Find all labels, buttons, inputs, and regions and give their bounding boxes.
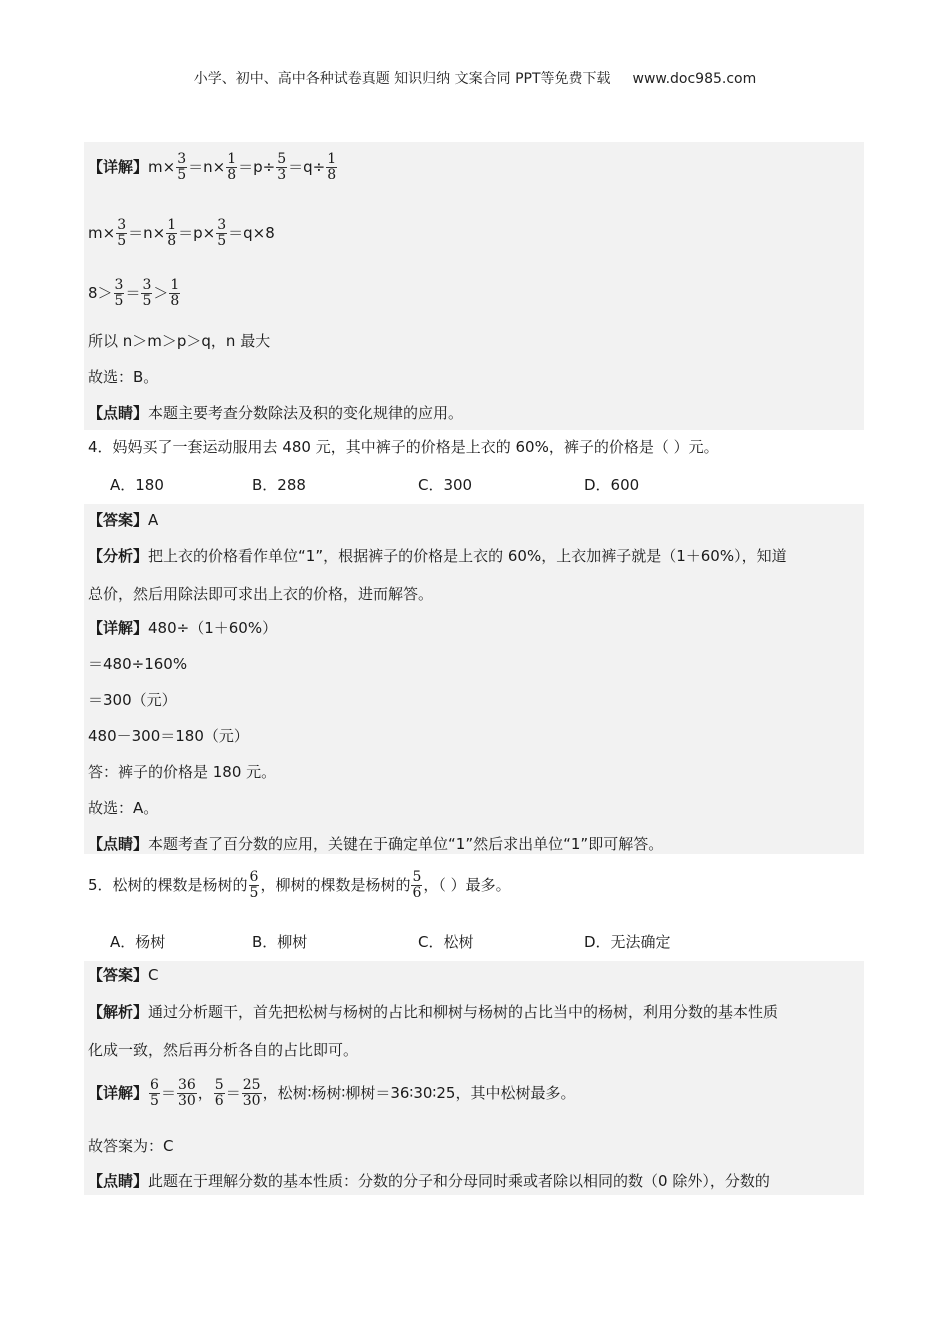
q3-review: 【点睛】本题主要考查分数除法及积的变化规律的应用。 [88, 404, 464, 422]
q4-option-b: B．288 [252, 476, 306, 494]
q4-analysis-line1: 【分析】把上衣的价格看作单位“1”，根据裤子的价格是上衣的 60%，上衣加裤子就是（1＋60%），知道 [88, 547, 787, 565]
fraction: $\frac{6}{5}$ [249, 869, 259, 901]
q5-option-d: D．无法确定 [584, 933, 671, 951]
detail-label: 【详解】 [88, 619, 149, 637]
review-label: 【点睛】 [88, 404, 149, 422]
review-label: 【点睛】 [88, 835, 149, 853]
q3-detail-eq1: 【详解】m× $\frac{3}{5}$ ＝n× $\frac{1}{8}$ ＝p÷ $\frac{5}{3}$ ＝q÷ $\frac{1}{8}$ [88, 151, 337, 183]
fraction: $\frac{5}{6}$ [412, 869, 422, 901]
fraction: $\frac{1}{8}$ [227, 151, 237, 183]
q5-final: 故答案为：C [88, 1137, 174, 1155]
q4-option-a: A．180 [110, 476, 164, 494]
q5-answer: 【答案】C [88, 966, 159, 984]
q5-option-a: A．杨树 [110, 933, 166, 951]
fraction: $\frac{5}{6}$ [214, 1077, 224, 1109]
answer-label: 【答案】 [88, 966, 149, 984]
fraction: $\frac{3}{5}$ [217, 217, 227, 249]
q3-detail-eq3: 8＞ $\frac{3}{5}$ ＝ $\frac{3}{5}$ ＞ $\frac{1}{8}$ [88, 277, 180, 309]
analysis-label: 【解析】 [88, 1003, 149, 1021]
q4-review: 【点睛】本题考查了百分数的应用，关键在于确定单位“1”然后求出单位“1”即可解答。 [88, 835, 664, 853]
q3-conclusion: 所以 n＞m＞p＞q，n 最大 [88, 332, 271, 350]
fraction: $\frac{1}{8}$ [170, 277, 180, 309]
q5-option-c: C．松树 [418, 933, 474, 951]
q3-detail-eq2: m× $\frac{3}{5}$ ＝n× $\frac{1}{8}$ ＝p× $\frac{3}{5}$ ＝q×8 [88, 217, 275, 249]
q3-solution-panel [84, 142, 864, 430]
q3-choice: 故选：B。 [88, 368, 159, 386]
header-url[interactable]: www.doc985.com [632, 71, 757, 87]
fraction: $\frac{1}{8}$ [327, 151, 337, 183]
fraction: $\frac{5}{3}$ [277, 151, 287, 183]
q4-option-c: C．300 [418, 476, 473, 494]
q4-analysis-line2: 总价，然后用除法即可求出上衣的价格，进而解答。 [88, 585, 434, 603]
detail-label: 【详解】 [88, 158, 149, 176]
q4-detail-line2: ＝480÷160% [88, 655, 188, 673]
answer-label: 【答案】 [88, 511, 149, 529]
q4-detail-line5: 答：裤子的价格是 180 元。 [88, 763, 277, 781]
q4-option-d: D．600 [584, 476, 640, 494]
q4-detail-line1: 【详解】480÷（1＋60%） [88, 619, 278, 637]
q4-detail-line4: 480－300＝180（元） [88, 727, 249, 745]
q5-detail: 【详解】 $\frac{6}{5}$ ＝ $\frac{36}{30}$ ， $\frac{5}{6}$ ＝ $\frac{25}{30}$ ，松树∶杨树∶柳树＝36∶30∶25，其中松树最多。 [88, 1077, 576, 1109]
q5-question: 5．松树的棵数是杨树的 $\frac{6}{5}$ ，柳树的棵数是杨树的 $\frac{5}{6}$ ，（ ）最多。 [88, 869, 511, 901]
analysis-label: 【分析】 [88, 547, 149, 565]
q4-detail-line6: 故选：A。 [88, 799, 159, 817]
fraction: $\frac{3}{5}$ [114, 277, 124, 309]
page-header [0, 68, 950, 88]
q4-answer: 【答案】A [88, 511, 159, 529]
review-label: 【点睛】 [88, 1172, 149, 1190]
q5-option-b: B．柳树 [252, 933, 308, 951]
q5-analysis-line2: 化成一致，然后再分析各自的占比即可。 [88, 1041, 359, 1059]
fraction: $\frac{3}{5}$ [117, 217, 127, 249]
q5-analysis-line1: 【解析】通过分析题干，首先把松树与杨树的占比和柳树与杨树的占比当中的杨树，利用分数的基本性质 [88, 1003, 779, 1021]
fraction: $\frac{25}{30}$ [242, 1077, 261, 1109]
fraction: $\frac{36}{30}$ [177, 1077, 196, 1109]
fraction: $\frac{6}{5}$ [150, 1077, 159, 1109]
detail-label: 【详解】 [88, 1084, 149, 1102]
header-text: 小学、初中、高中各种试卷真题 知识归纳 文案合同 PPT等免费下载 [193, 71, 611, 87]
fraction: $\frac{3}{5}$ [177, 151, 187, 183]
q4-detail-line3: ＝300（元） [88, 691, 177, 709]
q4-question: 4．妈妈买了一套运动服用去 480 元，其中裤子的价格是上衣的 60%，裤子的价格是（ ）元。 [88, 438, 719, 456]
q5-review: 【点睛】此题在于理解分数的基本性质：分数的分子和分母同时乘或者除以相同的数（0 除外），分数的 [88, 1172, 770, 1190]
fraction: $\frac{1}{8}$ [167, 217, 177, 249]
fraction: $\frac{3}{5}$ [142, 277, 152, 309]
